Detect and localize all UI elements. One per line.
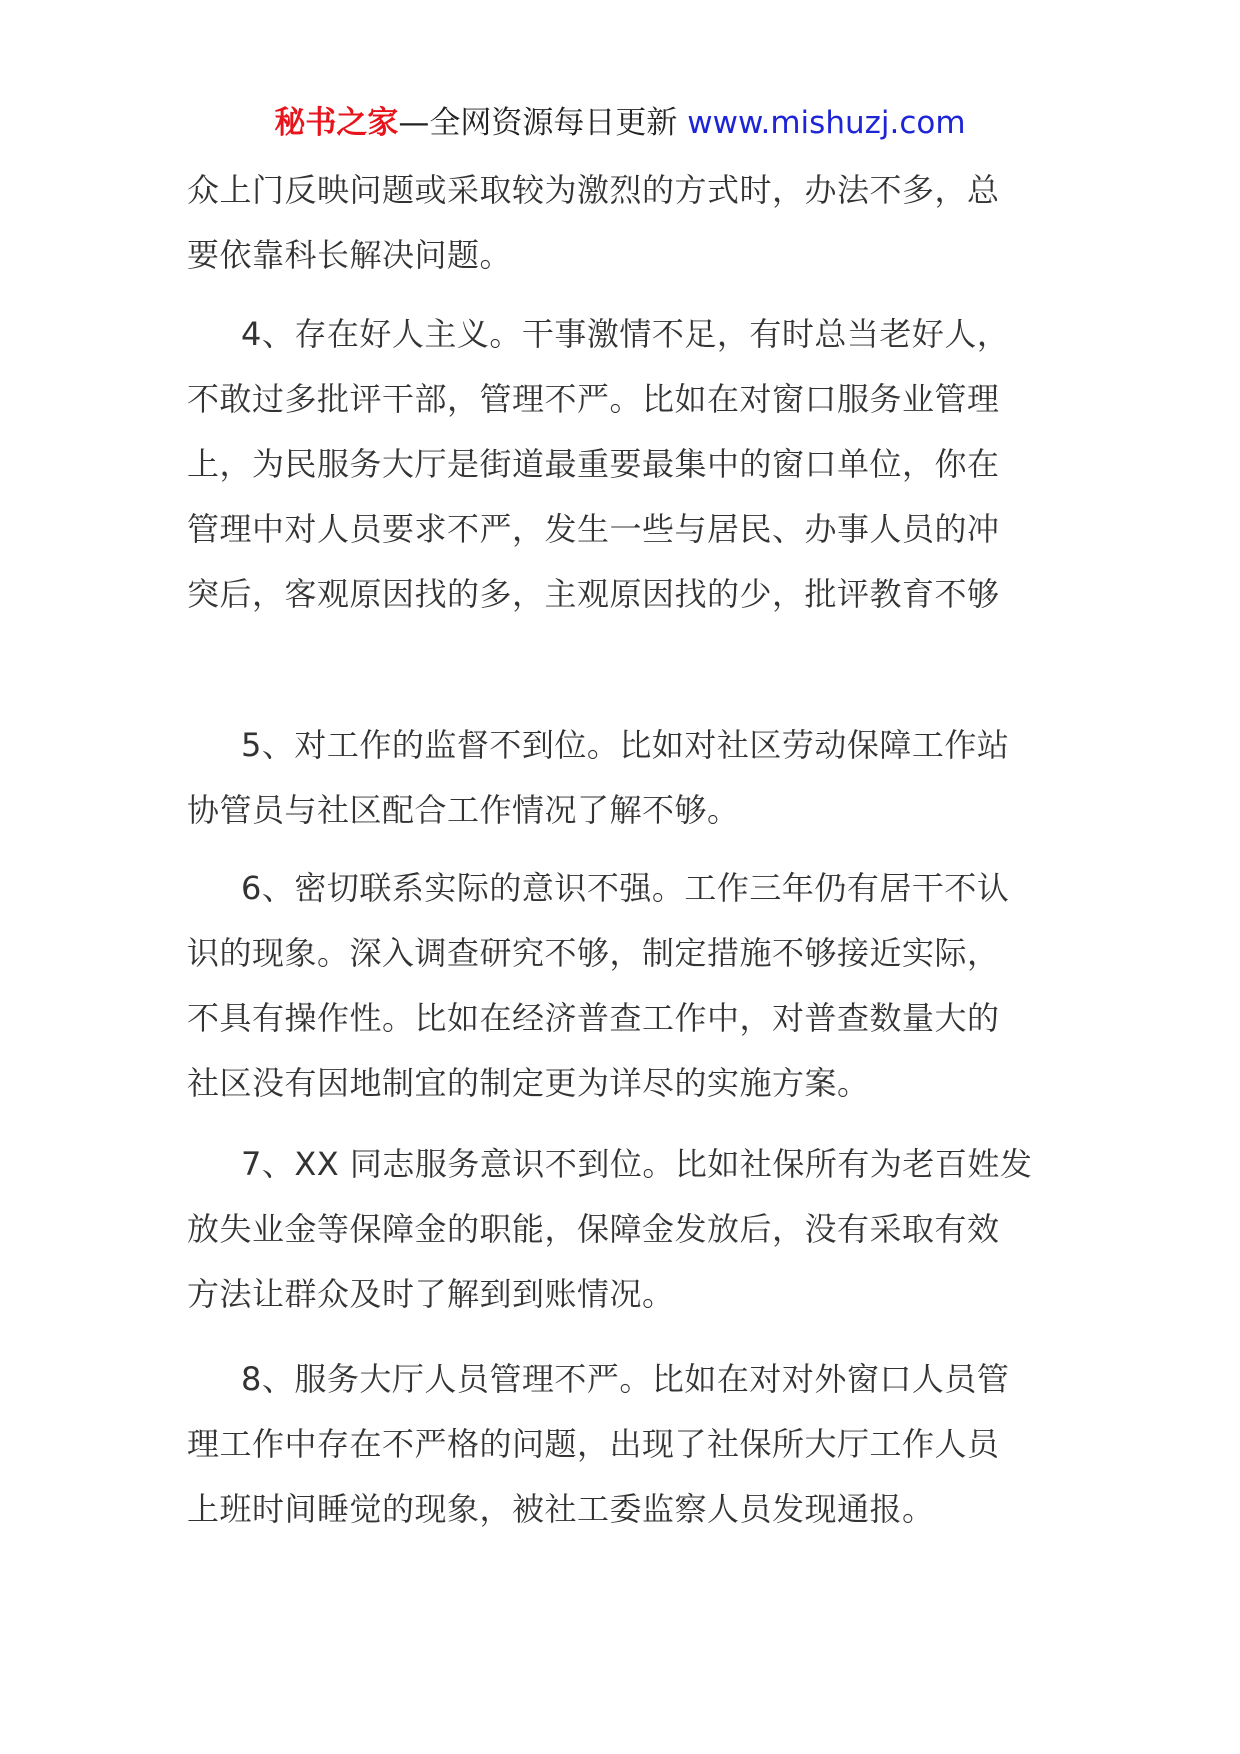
text-line: 上班时间睡觉的现象，被社工委监察人员发现通报。 bbox=[187, 1490, 935, 1528]
text-line: 要依靠科长解决问题。 bbox=[187, 236, 513, 274]
text-line: 7、XX 同志服务意识不到位。比如社保所有为老百姓发 bbox=[241, 1145, 1033, 1183]
text-line: 不具有操作性。比如在经济普查工作中，对普查数量大的 bbox=[187, 999, 1000, 1037]
text-line: 不敢过多批评干部，管理不严。比如在对窗口服务业管理 bbox=[187, 380, 1000, 418]
text-line: 协管员与社区配合工作情况了解不够。 bbox=[187, 791, 740, 829]
text-line: 识的现象。深入调查研究不够，制定措施不够接近实际， bbox=[187, 934, 1000, 972]
text-line: 8、服务大厅人员管理不严。比如在对对外窗口人员管 bbox=[241, 1360, 1010, 1398]
text-line: 突后，客观原因找的多，主观原因找的少，批评教育不够 bbox=[187, 575, 1000, 613]
text-line: 上，为民服务大厅是街道最重要最集中的窗口单位，你在 bbox=[187, 445, 1000, 483]
header-slogan: —全网资源每日更新 bbox=[398, 105, 678, 141]
paragraph-item-7 bbox=[187, 1132, 1053, 1327]
paragraph-continued bbox=[187, 158, 1053, 288]
page-header bbox=[0, 100, 1240, 146]
paragraph-item-6 bbox=[187, 856, 1053, 1116]
text-line: 社区没有因地制宜的制定更为详尽的实施方案。 bbox=[187, 1064, 870, 1102]
text-line: 众上门反映问题或采取较为激烈的方式时，办法不多，总 bbox=[187, 171, 1000, 209]
site-url-link[interactable]: www.mishuzj.com bbox=[687, 105, 966, 141]
text-line: 5、对工作的监督不到位。比如对社区劳动保障工作站 bbox=[241, 726, 1010, 764]
paragraph-item-4 bbox=[187, 302, 1053, 627]
text-line: 6、密切联系实际的意识不强。工作三年仍有居干不认 bbox=[241, 869, 1010, 907]
paragraph-item-5 bbox=[187, 713, 1053, 843]
text-line: 理工作中存在不严格的问题，出现了社保所大厅工作人员 bbox=[187, 1425, 1000, 1463]
brand-name: 秘书之家 bbox=[274, 105, 399, 141]
text-line: 管理中对人员要求不严，发生一些与居民、办事人员的冲 bbox=[187, 510, 1000, 548]
text-line: 方法让群众及时了解到到账情况。 bbox=[187, 1275, 675, 1313]
paragraph-item-8 bbox=[187, 1347, 1053, 1542]
text-line: 4、存在好人主义。干事激情不足，有时总当老好人， bbox=[241, 315, 1010, 353]
text-line: 放失业金等保障金的职能，保障金发放后，没有采取有效 bbox=[187, 1210, 1000, 1248]
